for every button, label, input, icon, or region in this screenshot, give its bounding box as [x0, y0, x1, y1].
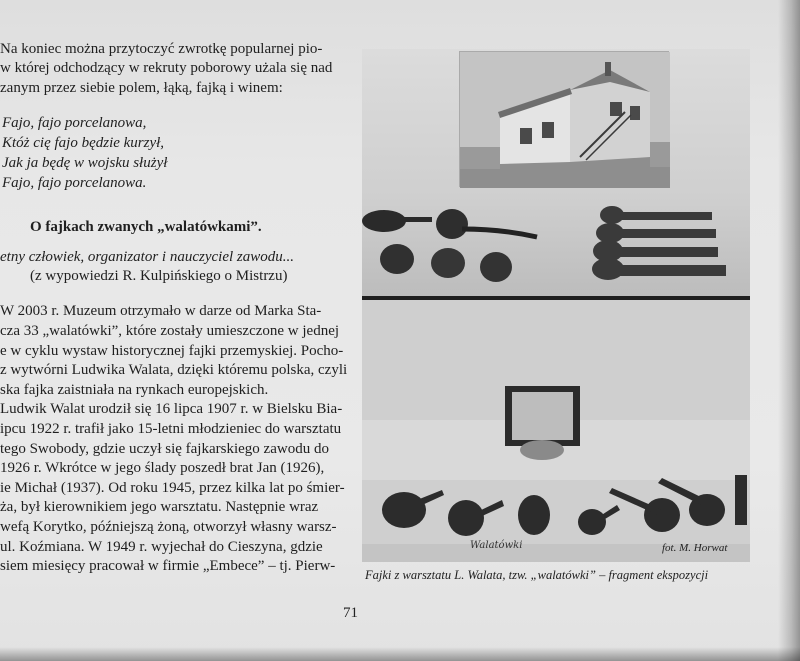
- page-number: 71: [343, 605, 358, 621]
- poem-stanza: [2, 114, 358, 194]
- exhibit-photo-bottom: [362, 300, 750, 562]
- epigraph: [0, 248, 358, 287]
- body-line: 1926 r. Wkrótce w jego ślady poszedł brat Jan (1926),: [0, 460, 325, 477]
- text-column: [0, 40, 358, 577]
- body-text: [0, 302, 358, 576]
- poem-line: Fajo, fajo porcelanowa.: [2, 174, 147, 191]
- intro-line: w której odchodzący w rekruty poborowy użala się nad: [0, 60, 333, 77]
- body-line: z wytwórni Ludwika Walata, dzięki któremu polska, czyli: [0, 362, 348, 379]
- body-line: e w cyklu wystaw historycznej fajki przemyskiej. Pocho-: [0, 342, 344, 359]
- poem-line: Fajo, fajo porcelanowa,: [2, 114, 147, 131]
- poem-line: Któż cię fajo będzie kurzył,: [2, 134, 165, 151]
- intro-paragraph: [0, 40, 358, 98]
- body-line: ie Michał (1937). Od roku 1945, przez kilka lat po śmier-: [0, 479, 345, 496]
- page-bottom-edge: [0, 647, 800, 661]
- body-line: cza 33 „walatówki”, które zostały umieszczone w jednej: [0, 323, 340, 340]
- body-line: siem miesięcy pracował w firmie „Embece” – tj. Pierw-: [0, 558, 336, 575]
- pipes-illustration-top: [362, 49, 750, 297]
- photo-credit: fot. M. Horwat: [662, 542, 728, 554]
- exhibit-photo-top: [362, 49, 750, 297]
- poem-line: Jak ja będę w wojsku służył: [2, 154, 168, 171]
- body-line: ipcu 1922 r. trafił jako 15-letni młodzieniec do warsztatu: [0, 421, 342, 438]
- spine-shadow: [778, 0, 800, 661]
- figure-caption: Fajki z warsztatu L. Walata, tzw. „walatówki” – fragment ekspozycji: [365, 568, 709, 582]
- section-heading: O fajkach zwanych „walatówkami”.: [30, 218, 262, 235]
- body-line: ul. Koźmiana. W 1949 r. wyjechał do Cieszyna, gdzie: [0, 538, 323, 555]
- body-line: W 2003 r. Muzeum otrzymało w darze od Marka Sta-: [0, 303, 322, 320]
- body-line: ska fajka zaistniała na rynkach europejskich.: [0, 381, 269, 398]
- body-line: ża, był kierownikiem jego warsztatu. Następnie wraz: [0, 499, 319, 516]
- intro-line: Na koniec można przytoczyć zwrotkę popularnej pio-: [0, 41, 323, 57]
- plate-label: Walatówki: [470, 540, 523, 551]
- body-line: Ludwik Walat urodził się 16 lipca 1907 r. w Bielsku Bia-: [0, 401, 343, 418]
- body-line: wefą Korytko, późniejszą żoną, otworzył własny warsz-: [0, 519, 337, 536]
- intro-line: zanym przez siebie polem, łąką, fajką i winem:: [0, 79, 283, 96]
- epigraph-source: (z wypowiedzi R. Kulpińskiego o Mistrzu): [30, 268, 288, 285]
- body-line: tego Swobody, gdzie uczył się fajkarskiego zawodu do: [0, 440, 329, 457]
- epigraph-quote: etny człowiek, organizator i nauczyciel zawodu...: [0, 248, 294, 265]
- photo-plate: [362, 49, 750, 562]
- pipes-illustration-bottom: [362, 300, 750, 562]
